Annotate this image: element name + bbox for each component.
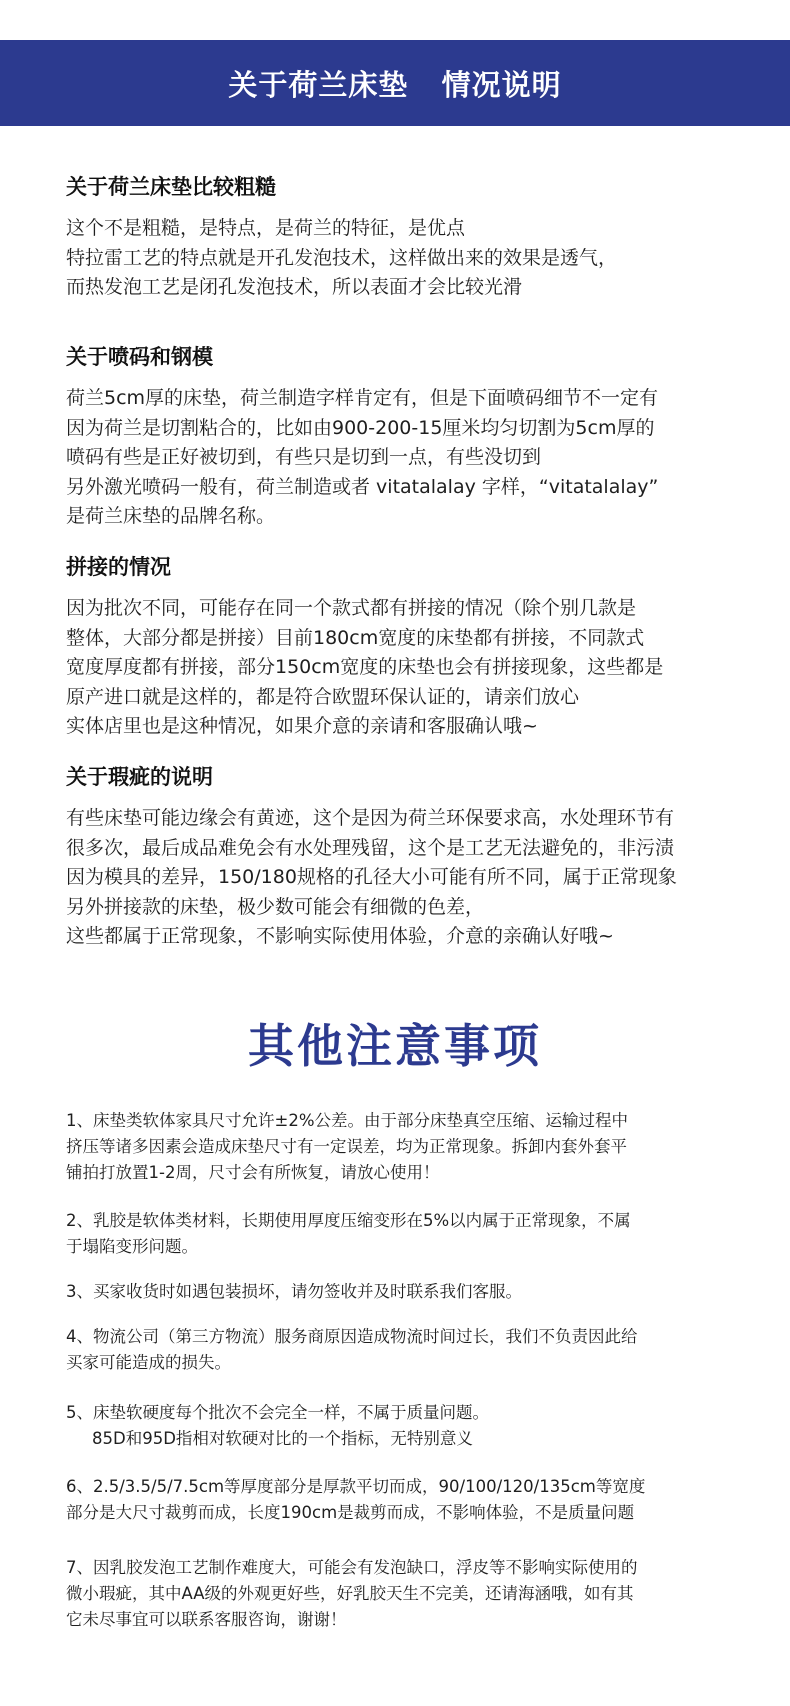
note-item-2 [66, 1208, 766, 1260]
note-line: 于塌陷变形问题。 [66, 1237, 198, 1256]
note-item-6 [66, 1474, 766, 1526]
section-line: 原产进口就是这样的，都是符合欧盟环保认证的，请亲们放心 [66, 685, 580, 708]
section-line: 因为批次不同，可能存在同一个款式都有拼接的情况（除个别几款是 [66, 597, 637, 619]
note-item-3 [66, 1279, 766, 1305]
section-line: 这些都属于正常现象，不影响实际使用体验，介意的亲确认好哦~ [66, 925, 614, 947]
section-line: 实体店里也是这种情况，如果介意的亲请和客服确认哦~ [66, 715, 538, 737]
section-line: 另外激光喷码一般有，荷兰制造或者 vitatalalay 字样，“vitatalalay” [66, 475, 659, 498]
note-item-7 [66, 1555, 766, 1633]
note-line: 3、买家收货时如遇包装损坏，请勿签收并及时联系我们客服。 [66, 1282, 522, 1301]
note-item-1 [66, 1108, 766, 1186]
section-line: 荷兰5cm厚的床垫，荷兰制造字样肯定有，但是下面喷码细节不一定有 [66, 387, 659, 409]
section-heading: 拼接的情况 [66, 555, 171, 579]
notes-title: 其他注意事项 [248, 1019, 542, 1073]
note-line: 6、2.5/3.5/5/7.5cm等厚度部分是厚款平切而成，90/100/120/135cm等宽度 [66, 1477, 646, 1496]
section-line: 而热发泡工艺是闭孔发泡技术，所以表面才会比较光滑 [66, 276, 523, 298]
section-line: 宽度厚度都有拼接，部分150cm宽度的床垫也会有拼接现象，这些都是 [66, 656, 664, 678]
note-line: 部分是大尺寸裁剪而成，长度190cm是裁剪而成，不影响体验，不是质量问题 [66, 1503, 635, 1522]
section-spray-code [66, 342, 766, 532]
note-line: 1、床垫类软体家具尺寸允许±2%公差。由于部分床垫真空压缩、运输过程中 [66, 1111, 628, 1130]
section-flaws [66, 762, 766, 952]
header-title: 关于荷兰床垫 情况说明 [228, 67, 562, 102]
section-line: 因为模具的差异，150/180规格的孔径大小可能有所不同，属于正常现象 [66, 866, 677, 888]
note-item-5 [66, 1400, 766, 1452]
note-line: 它未尽事宜可以联系客服咨询，谢谢！ [66, 1610, 347, 1629]
section-heading: 关于荷兰床垫比较粗糙 [66, 175, 276, 199]
section-heading: 关于喷码和钢模 [66, 345, 213, 369]
section-line: 这个不是粗糙，是特点，是荷兰的特征，是优点 [66, 217, 466, 239]
note-line: 5、床垫软硬度每个批次不会完全一样，不属于质量问题。 [66, 1403, 489, 1422]
section-line: 喷码有些是正好被切到，有些只是切到一点，有些没切到 [66, 446, 542, 468]
section-line: 很多次，最后成品难免会有水处理残留，这个是工艺无法避免的，非污渍 [66, 836, 675, 859]
note-line: 挤压等诸多因素会造成床垫尺寸有一定误差，均为正常现象。拆卸内套外套平 [66, 1137, 627, 1156]
header-banner [0, 40, 790, 126]
section-line: 整体，大部分都是拼接）目前180cm宽度的床垫都有拼接，不同款式 [66, 626, 645, 649]
section-line: 特拉雷工艺的特点就是开孔发泡技术，这样做出来的效果是透气， [66, 246, 618, 269]
note-line: 4、物流公司（第三方物流）服务商原因造成物流时间过长，我们不负责因此给 [66, 1327, 638, 1346]
section-splicing [66, 552, 766, 742]
section-line: 有些床垫可能边缘会有黄迹，这个是因为荷兰环保要求高，水处理环节有 [66, 807, 675, 829]
section-roughness [66, 172, 766, 303]
note-item-4 [66, 1324, 766, 1376]
section-line: 另外拼接款的床垫，极少数可能会有细微的色差， [66, 895, 485, 918]
note-line: 微小瑕疵，其中AA级的外观更好些，好乳胶天生不完美，还请海涵哦，如有其 [66, 1584, 634, 1603]
note-line: 2、乳胶是软体类材料，长期使用厚度压缩变形在5%以内属于正常现象，不属 [66, 1211, 631, 1230]
note-line: 买家可能造成的损失。 [66, 1353, 231, 1372]
note-line: 85D和95D指相对软硬对比的一个指标，无特别意义 [92, 1429, 473, 1448]
section-line: 是荷兰床垫的品牌名称。 [66, 505, 276, 527]
section-heading: 关于瑕疵的说明 [66, 765, 213, 789]
section-line: 因为荷兰是切割粘合的，比如由900-200-15厘米均匀切割为5cm厚的 [66, 416, 655, 439]
note-line: 7、因乳胶发泡工艺制作难度大，可能会有发泡缺口，浮皮等不影响实际使用的 [66, 1558, 638, 1577]
note-line: 铺拍打放置1-2周，尺寸会有所恢复，请放心使用！ [66, 1163, 440, 1182]
